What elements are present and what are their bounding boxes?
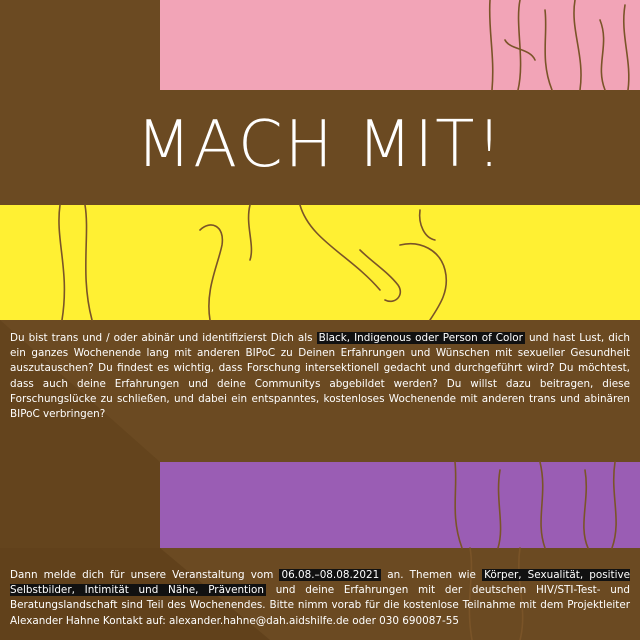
intro-highlight-bipoc: Black, Indigenous oder Person of Color [318,332,523,344]
intro-text-2: und hast Lust, dich ein ganzes Wochenende lang mit anderen BIPoC zu Deinen Erfahrungen und Wünschen mit sexueller Gesundheit auszutauschen? Du findest es wichtig, dass Forschung intersektionell gedacht und durchgeführt wird? Du möchtest, dass auch deine Erfahrungen und deine Communitys abgebildet werden? Du willst dazu beitragen, diese Forschungslücke zu schließen, und dabei ein entspanntes, kostenloses Wochenende mit anderen trans und abinären BIPoC verbringen? [10,332,631,421]
signup-text-3: und deine Erfahrungen mit der deutschen HIV/STI-Test- und Beratungslandschaft sind Teil des Wochenendes. Bitte nimm vorab für die kostenlose Teilnahme mit dem Projektleiter Alexander Hahne Kontakt auf: alexander.hahne@dah.aidshilfe.de oder 030 690087-55 [10,584,630,627]
headline: MACH MIT! [136,108,504,182]
signup-highlight-topics: Körper, Sexualität, positive Selbstbilder, Intimität und Nähe, Prävention [10,569,631,597]
signup-paragraph [10,568,630,629]
intro-text-1: Du bist trans und / oder abinär und identifizierst Dich als [10,332,317,344]
signup-text-1: Dann melde dich für unsere Veranstaltung vom [10,569,280,581]
signup-highlight-dates: 06.08.–08.08.2021 [281,569,380,581]
signup-text-2: an. Themen wie [381,569,483,581]
intro-paragraph [10,331,630,422]
